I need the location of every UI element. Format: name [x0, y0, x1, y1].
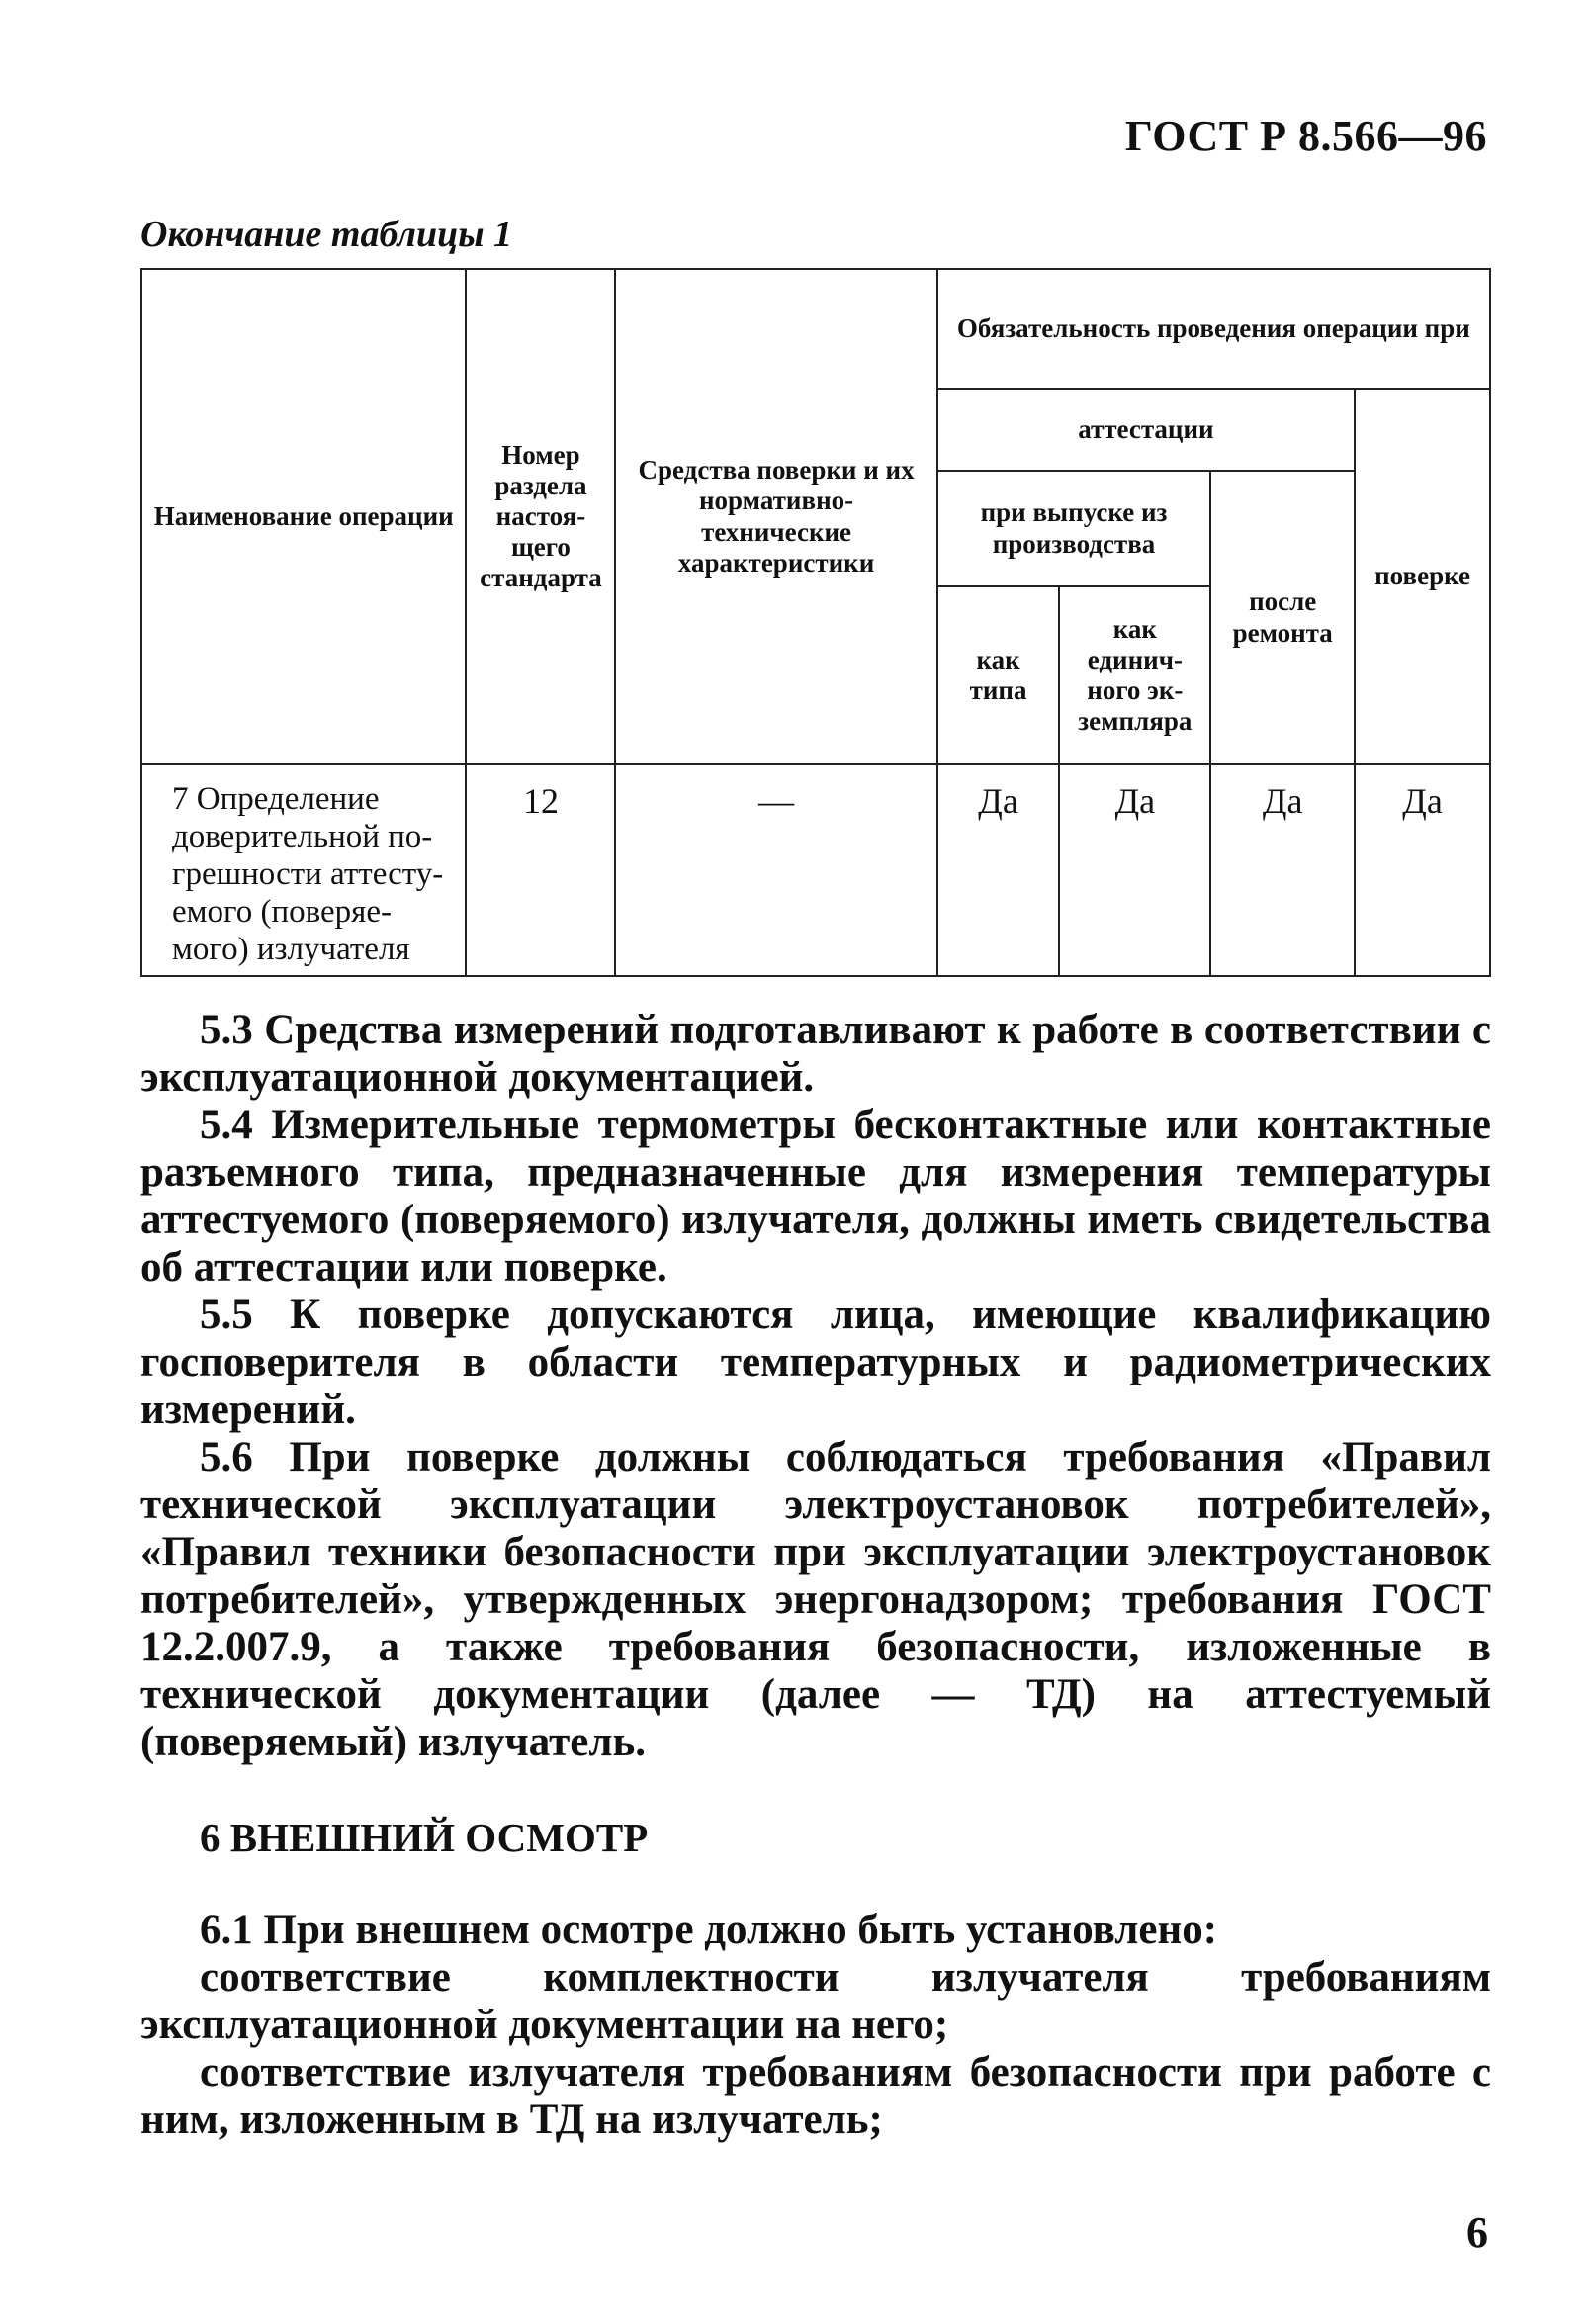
paragraph-6-1-a: соответствие комплектности излучателя требованиям эксплуатационной документации на него;: [140, 1954, 1491, 2048]
operations-table: [140, 268, 1491, 977]
cell-as-unit: Да: [1059, 764, 1210, 976]
header-section: Номер раздела настоя-щего стандарта: [466, 269, 615, 764]
cell-verification: Да: [1355, 764, 1490, 976]
header-name: Наименование операции: [141, 269, 466, 764]
header-as-unit: как единич-ного эк-земпляра: [1059, 586, 1210, 764]
page-number: 6: [1466, 2208, 1488, 2257]
header-obligation: Обязательность проведения операции при: [937, 269, 1490, 389]
paragraph-6-1-b: соответствие излучателя требованиям безопасности при работе с ним, изложенным в ТД на излучатель;: [140, 2049, 1491, 2143]
table-caption: Окончание таблицы 1: [140, 214, 513, 255]
paragraph-5-4: 5.4 Измерительные термометры бесконтактные или контактные разъемного типа, предназначенные для измерения температуры аттестуемого (поверяемого) излучателя, должны иметь свидетельства об аттестации или поверке.: [140, 1102, 1491, 1291]
cell-as-type: Да: [937, 764, 1060, 976]
header-attestation: аттестации: [937, 389, 1355, 471]
body-text: [140, 1007, 1491, 2144]
header-as-type: как типа: [937, 586, 1060, 764]
section-6-title: 6 ВНЕШНИЙ ОСМОТР: [200, 1815, 649, 1860]
standard-code: ГОСТ Р 8.566—96: [1124, 112, 1487, 160]
paragraph-6-1: 6.1 При внешнем осмотре должно быть установлено:: [200, 1907, 1218, 1953]
cell-section: 12: [466, 764, 615, 976]
cell-after-repair: Да: [1210, 764, 1355, 976]
header-means: Средства поверки и их нормативно-технические характеристики: [615, 269, 936, 764]
header-release: при выпуске из производства: [937, 471, 1211, 586]
paragraph-5-5: 5.5 К поверке допускаются лица, имеющие квалификацию госповерителя в области температурных и радиометрических измерений.: [140, 1292, 1491, 1433]
cell-means: —: [615, 764, 936, 976]
paragraph-5-6: 5.6 При поверке должны соблюдаться требования «Правил технической эксплуатации электроустановок потребителей», «Правил техники безопасности при эксплуатации электроустановок потребителей», утвержденных энергонадзором; требования ГОСТ 12.2.007.9, а также требования безопасности, изложенные в технической документации (далее — ТД) на аттестуемый (поверяемый) излучатель.: [140, 1434, 1491, 1765]
table-row: [141, 764, 1490, 976]
header-after-repair: после ремонта: [1210, 471, 1355, 764]
header-verification: поверке: [1355, 389, 1490, 764]
paragraph-5-3: 5.3 Средства измерений подготавливают к работе в соответствии с эксплуатационной документацией.: [140, 1007, 1491, 1101]
cell-name: 7 Определение доверительной по-грешности аттесту-емого (поверяе-мого) излучателя: [141, 764, 466, 976]
